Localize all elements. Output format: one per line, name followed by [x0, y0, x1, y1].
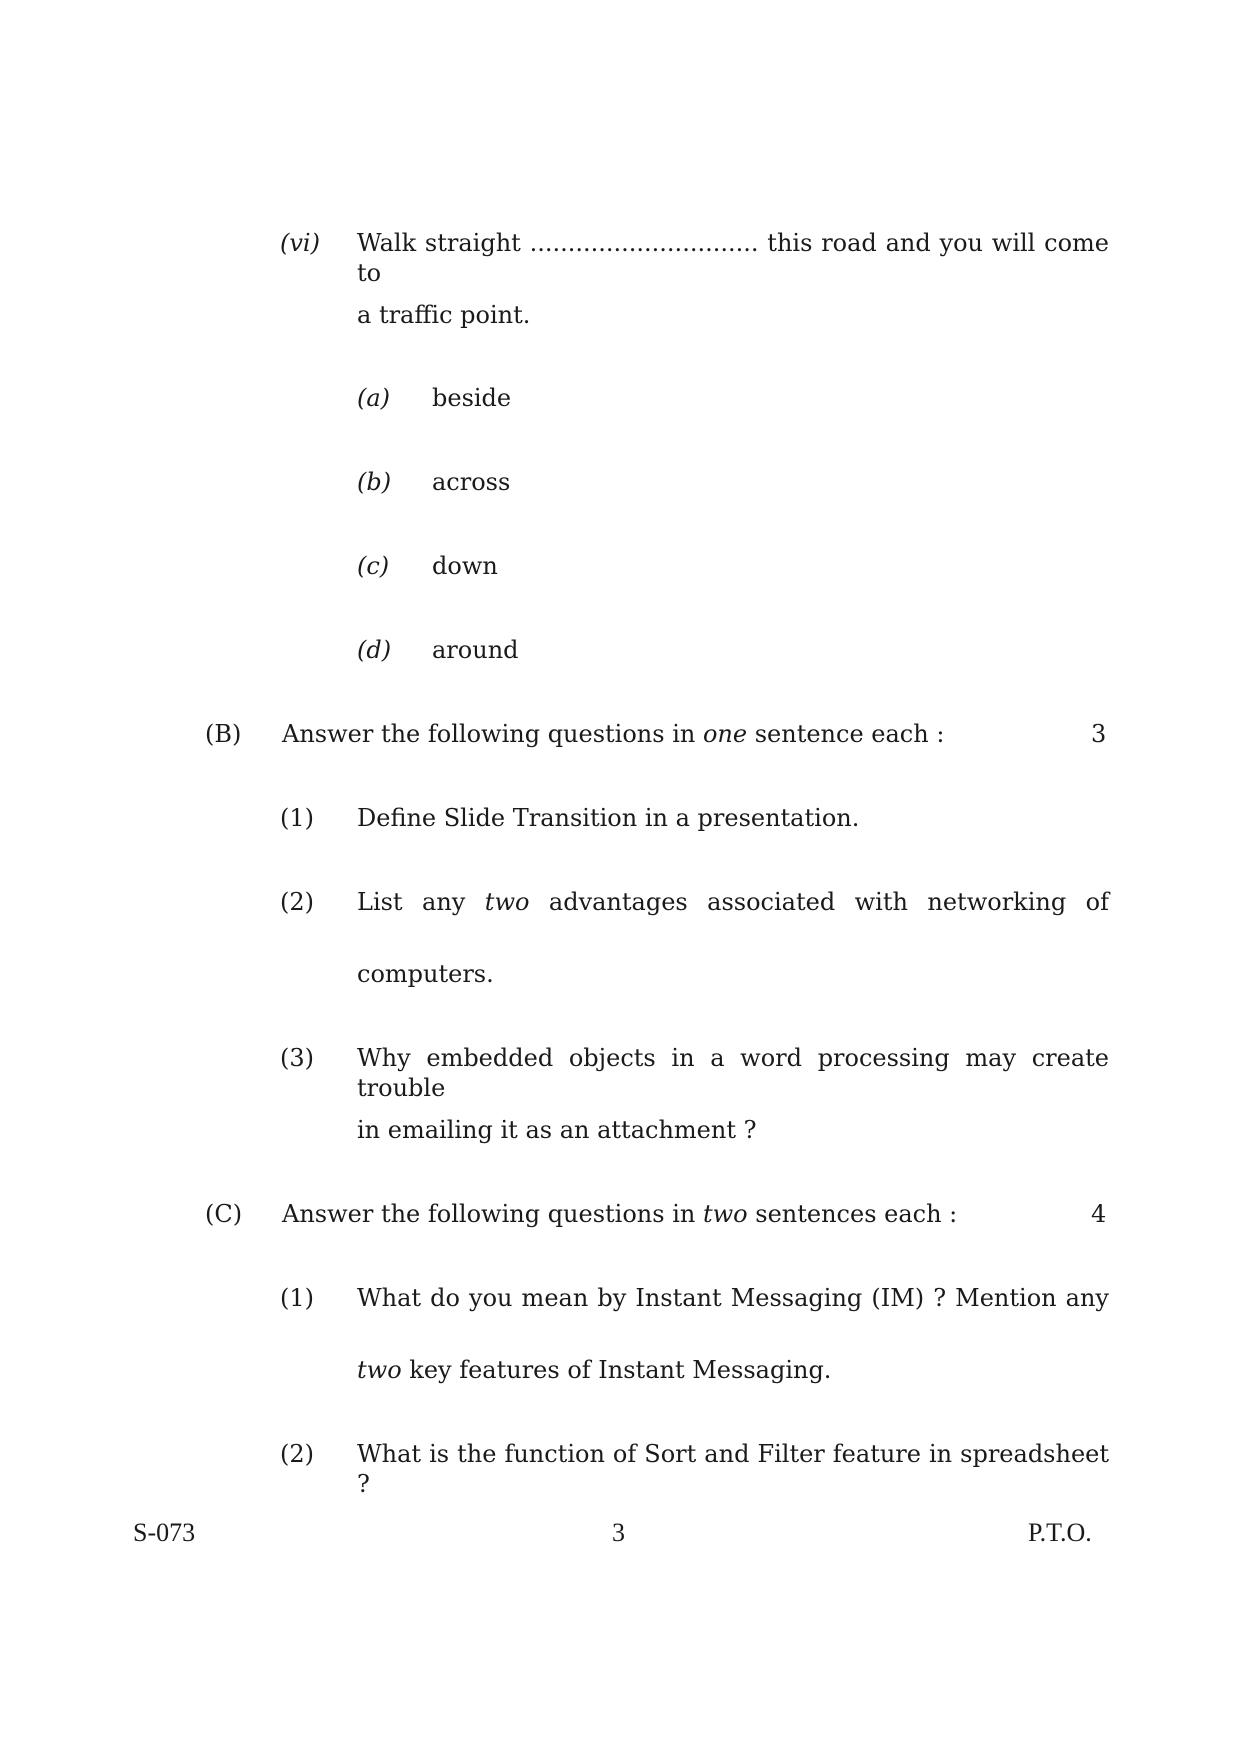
option-label: (c): [357, 552, 390, 580]
section-label: (B): [205, 720, 242, 748]
instruction-emphasis: two: [702, 1200, 748, 1228]
question-text: What do you mean by Instant Messaging (IM) ? Mention any: [357, 1284, 1109, 1312]
section-label: (C): [205, 1200, 243, 1228]
option-label: (a): [357, 384, 391, 412]
section-instruction: [282, 1199, 957, 1229]
question-number: (vi): [280, 229, 320, 257]
marks: 4: [1091, 1200, 1107, 1228]
question-text: What is the function of Sort and Filter feature in spreadsheet ?: [357, 1440, 1109, 1498]
question-emphasis: two: [357, 1356, 402, 1384]
option-text: beside: [432, 384, 512, 412]
option-text: down: [432, 552, 498, 580]
instruction-text: Answer the following questions in: [282, 1200, 696, 1228]
question-text: advantages associated with networking of: [548, 888, 1109, 916]
option-text: around: [432, 636, 519, 664]
question-text: Why embedded objects in a word processing may create trouble: [357, 1044, 1109, 1102]
instruction-emphasis: one: [702, 720, 748, 748]
question-number: (3): [280, 1044, 314, 1072]
section-instruction: [282, 719, 944, 749]
option-text: across: [432, 468, 511, 496]
question-vi-line2: a traffic point.: [357, 301, 531, 329]
question-emphasis: two: [484, 888, 530, 916]
question-text: in emailing it as an attachment ?: [357, 1116, 757, 1144]
instruction-text: Answer the following questions in: [282, 720, 696, 748]
please-turn-over: P.T.O.: [1028, 1518, 1092, 1547]
question-text: this road and you will come to: [357, 229, 1109, 287]
paper-code: S-073: [133, 1518, 196, 1547]
question-number: (1): [280, 1284, 314, 1312]
question-text: computers.: [357, 960, 494, 988]
page-number: 3: [612, 1518, 625, 1547]
question-text: List any: [357, 888, 466, 916]
question-text: Walk straight: [357, 229, 521, 257]
option-label: (d): [357, 636, 392, 664]
instruction-text: sentence each :: [754, 720, 945, 748]
question-text: key features of Instant Messaging.: [409, 1356, 832, 1384]
marks: 3: [1091, 720, 1107, 748]
fill-in-blank: ..............................: [529, 229, 759, 257]
question-number: (1): [280, 804, 314, 832]
question-line: [357, 1355, 831, 1385]
question-text: Define Slide Transition in a presentation.: [357, 804, 860, 832]
question-line: [357, 887, 1109, 917]
instruction-text: sentences each :: [755, 1200, 958, 1228]
question-number: (2): [280, 888, 314, 916]
question-vi-line1: [357, 228, 1109, 288]
option-label: (b): [357, 468, 392, 496]
question-number: (2): [280, 1440, 314, 1468]
